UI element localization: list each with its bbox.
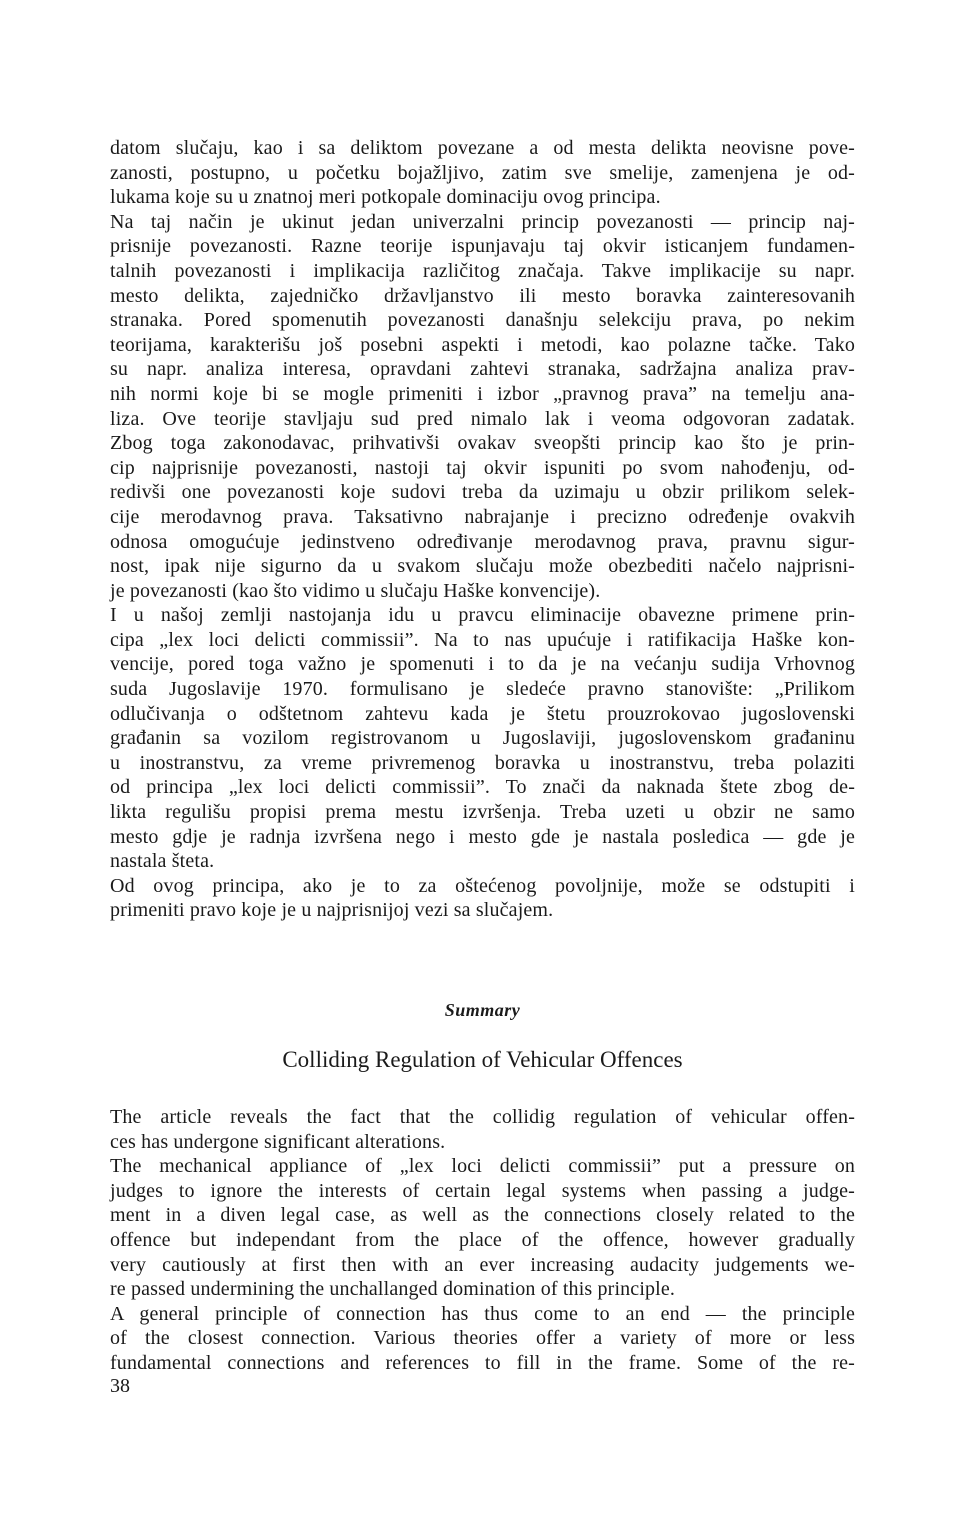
summary-line: judges to ignore the interests of certain legal systems when passing a judge- — [110, 1179, 855, 1202]
text-line: liza. Ove teorije stavljaju sud pred nimalo lak i veoma odgovoran zadatak. — [110, 407, 855, 430]
text-line: od principa „lex loci delicti commissii”. To znači da naknada štete zbog de- — [110, 776, 855, 799]
text-line: stranaka. Pored spomenutih povezanosti današnju selekciju prava, po nekim — [110, 309, 855, 332]
page-number: 38 — [110, 1375, 130, 1397]
summary-line: offence but independant from the place of the offence, however gradually — [110, 1228, 855, 1251]
summary-title: Colliding Regulation of Vehicular Offences — [282, 1047, 683, 1072]
text-line: prisnije povezanosti. Razne teorije ispunjavaju taj okvir isticanjem fundamen- — [110, 235, 855, 258]
text-line: I u našoj zemlji nastojanja idu u pravcu eliminacije obavezne primene prin- — [110, 604, 855, 627]
text-line: vencije, pored toga važno je spomenuti i to da je na većanju sudija Vrhovnog — [110, 653, 855, 676]
text-line: datom slučaju, kao i sa deliktom povezane a od mesta delikta neovisne pove- — [110, 137, 855, 159]
summary-line: of the closest connection. Various theories offer a variety of more or less — [110, 1327, 855, 1350]
summary-line: re passed undermining the unchallanged domination of this principle. — [110, 1278, 676, 1301]
text-line: mesto delikta, zajedničko državljanstvo ili mesto boravka zainteresovanih — [110, 284, 855, 307]
text-line: građanin sa vozilom registrovanom u Jugoslaviji, jugoslovenskom građaninu — [110, 727, 855, 750]
text-line: nost, ipak nije sigurno da u svakom slučaju može obezbediti načelo najprisni- — [110, 555, 855, 578]
summary-line: A general principle of connection has thus come to an end — the principle — [110, 1302, 855, 1325]
summary-line: ces has undergone significant alterations. — [110, 1130, 446, 1153]
text-line: odlučivanja o odštetnom zahtevu kada je štetu prouzrokovao jugoslovenski — [110, 702, 855, 725]
text-line: u inostranstvu, za vreme privremenog boravka u inostranstvu, treba polaziti — [110, 751, 855, 774]
text-line: su napr. analiza interesa, opravdani zahtevi stranaka, sadržajna analiza prav- — [110, 358, 855, 381]
summary-line: The mechanical appliance of „lex loci delicti commissii” put a pressure on — [110, 1155, 855, 1178]
text-line: nastala šteta. — [110, 850, 215, 873]
summary-text — [110, 1105, 855, 1376]
text-line: likta regulišu propisi prema mestu izvršenja. Treba uzeti u obzir ne samo — [110, 801, 855, 824]
text-line: cip najprisnije povezanosti, nastoji taj okvir ispuniti po svom nahođenju, od- — [110, 456, 855, 479]
summary-line: very cautiously at first then with an ever increasing audacity judgements we- — [110, 1253, 855, 1276]
text-line: nih normi koje bi se mogle primeniti i izbor „pravnog prava” na temelju ana- — [110, 382, 855, 405]
text-line: redivši one povezanosti koje sudovi treba da uzimaju u obzir prilikom selek- — [110, 481, 855, 504]
text-line: cije merodavnog prava. Taksativno nabrajanje i precizno određenje ovakvih — [110, 505, 855, 528]
text-line: Na taj način je ukinut jedan univerzalni princip povezanosti — princip naj- — [110, 210, 855, 233]
text-line: primeniti pravo koje je u najprisnijoj vezi sa slučajem. — [110, 899, 554, 922]
text-line: talnih povezanosti i implikacija različitog značaja. Takve implikacije su napr. — [110, 259, 855, 282]
summary-label: Summary — [444, 1000, 521, 1020]
text-line: odnosa omogućuje jedinstveno određivanje merodavnog prava, pravnu sigur- — [110, 530, 855, 553]
text-line: je povezanosti (kao što vidimo u slučaju Haške konvencije). — [110, 579, 601, 602]
page-content — [110, 136, 855, 1376]
text-line: mesto gdje je radnja izvršena nego i mesto gde je nastala posledica — gde je — [110, 825, 855, 848]
summary-line: The article reveals the fact that the collidig regulation of vehicular offen- — [110, 1106, 855, 1128]
text-line: cipa „lex loci delicti commissii”. Na to nas upućuje i ratifikacija Haške kon- — [110, 628, 855, 651]
text-line: suda Jugoslavije 1970. formulisano je sledeće pravno stanovište: „Prilikom — [110, 678, 855, 701]
text-line: lukama koje su u znatnoj meri potkopale dominaciju ovog principa. — [110, 186, 661, 209]
text-line: zanosti, postupno, u početku bojažljivo, zatim sve smelije, zamenjena je od- — [110, 161, 855, 184]
body-text — [110, 136, 855, 923]
summary-line: fundamental connections and references to fill in the frame. Some of the re- — [110, 1351, 855, 1374]
summary-line: ment in a diven legal case, as well as the connections closely related to the — [110, 1204, 855, 1227]
text-line: Od ovog principa, ako je to za oštećenog povoljnije, može se odstupiti i — [110, 874, 855, 897]
text-line: Zbog toga zakonodavac, prihvativši ovakav sveopšti princip kao što je prin- — [110, 432, 855, 455]
text-line: teorijama, karakterišu još posebni aspekti i metodi, kao polazne tačke. Tako — [110, 333, 855, 356]
